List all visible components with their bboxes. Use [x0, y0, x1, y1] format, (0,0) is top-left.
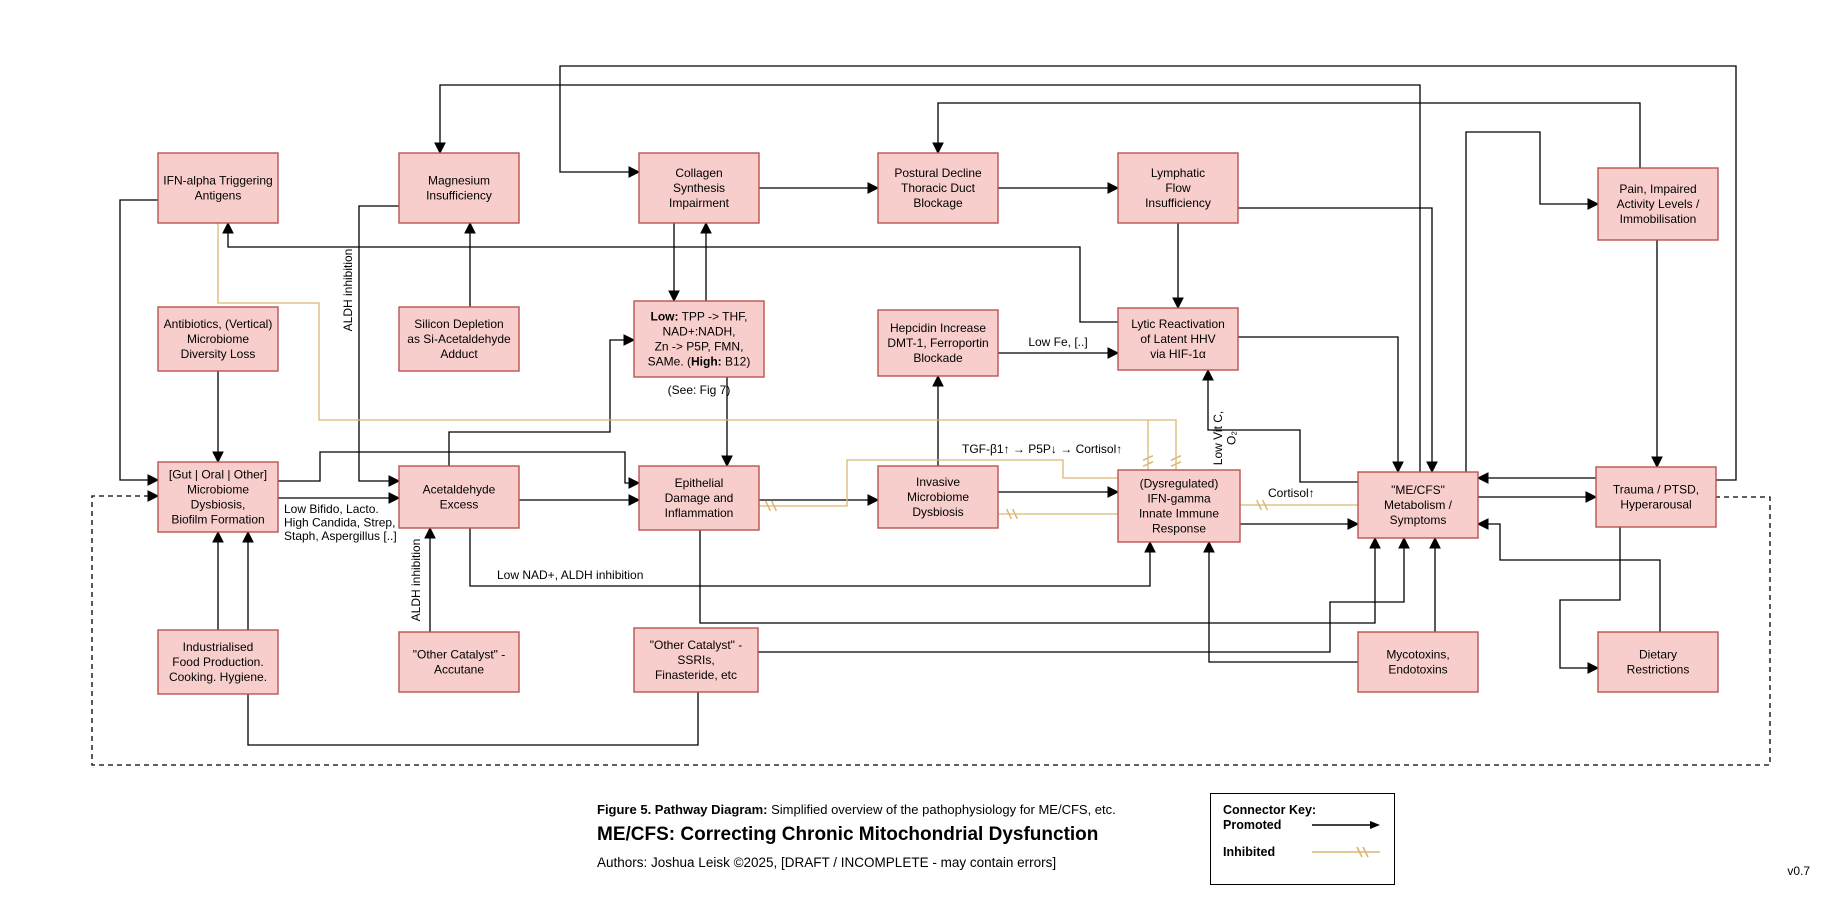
node-postural	[878, 153, 998, 223]
edge-promoted	[938, 103, 1640, 168]
node-label-ifn-gamma: (Dysregulated) IFN-gamma Innate Immune Response	[1138, 476, 1220, 536]
key-inhibited-label: Inhibited	[1223, 845, 1276, 859]
edge-promoted	[1238, 337, 1398, 472]
node-pain	[1598, 168, 1718, 240]
node-invasive	[878, 466, 998, 528]
node-label-ssris: "Other Catalyst" -SSRIs, Finasteride, etc	[649, 638, 743, 683]
version-label: v0.7	[1787, 864, 1810, 878]
edge-promoted	[560, 66, 1736, 480]
node-label-pain: Pain, Impaired Activity Levels / Immobilisation	[1616, 182, 1700, 227]
key-promoted-label: Promoted	[1223, 818, 1282, 832]
node-label-mecfs: "ME/CFS" Metabolism / Symptoms	[1383, 483, 1453, 528]
node-label-antibiotics: Antibiotics, (Vertical) Microbiome Diversity Loss	[163, 317, 273, 362]
connector-key-title: Connector Key:	[1223, 803, 1317, 817]
node-ifn-gamma	[1118, 470, 1240, 542]
label-low-vitc: Low Vit C,O₂	[1211, 410, 1239, 466]
node-accutane	[399, 632, 519, 692]
node-label-ifn-alpha: IFN-alpha Triggering Antigens	[163, 173, 273, 203]
node-label-trauma: Trauma / PTSD, Hyperarousal	[1612, 482, 1700, 512]
edge-promoted	[1238, 208, 1432, 472]
node-silicon	[399, 307, 519, 371]
label-low-nad: Low NAD+, ALDH inhibition	[497, 568, 644, 582]
node-low-tpp	[634, 301, 764, 377]
node-label-low-tpp: Low: TPP -> THF, NAD+:NADH, Zn -> P5P, FMN, SAMe. (High: B12)	[647, 309, 751, 369]
node-antibiotics	[158, 307, 278, 371]
figure-description: Simplified overview of the pathophysiology for ME/CFS, etc.	[767, 802, 1116, 817]
edge-promoted	[440, 85, 1420, 472]
node-label-epithelial: Epithelial Damage and Inflammation	[664, 476, 734, 521]
label-tgf: TGF-β1↑ → P5P↓ → Cortisol↑	[962, 442, 1123, 456]
edge-promoted	[120, 200, 158, 480]
connector-key	[1210, 793, 1395, 885]
edge-promoted	[1478, 524, 1660, 632]
node-label-magnesium: Magnesium Insufficiency	[426, 173, 492, 203]
inhibited-line-icon	[1310, 846, 1382, 858]
edge-promoted	[758, 538, 1404, 652]
figure-caption	[597, 802, 1116, 870]
node-lymphatic	[1118, 153, 1238, 223]
label-low-fe: Low Fe, [..]	[1028, 335, 1088, 349]
node-label-collagen: Collagen Synthesis Impairment	[668, 166, 730, 211]
label-aldh-inhibition-1: ALDH inhibition	[341, 248, 355, 332]
node-label-lytic: Lytic Reactivation of Latent HHV via HIF-1α	[1131, 317, 1225, 362]
node-ifn-alpha	[158, 153, 278, 223]
node-label-gut: [Gut | Oral | Other] Microbiome Dysbiosis, Biofilm Formation	[168, 467, 268, 527]
figure-number: Figure 5.	[597, 802, 655, 817]
node-dietary	[1598, 632, 1718, 692]
node-mecfs	[1358, 472, 1478, 538]
node-lytic	[1118, 308, 1238, 370]
edge-promoted	[700, 530, 1375, 623]
node-hepcidin	[878, 310, 998, 376]
authors-line: Authors: Joshua Leisk ©2025, [DRAFT / INCOMPLETE - may contain errors]	[597, 855, 1057, 870]
label-cortisol: Cortisol↑	[1268, 486, 1315, 500]
figure-caption-line	[597, 802, 1116, 817]
node-label-acetaldehyde: Acetaldehyde Excess	[422, 482, 496, 512]
edge-promoted	[1208, 370, 1358, 482]
node-label-hepcidin: Hepcidin Increase DMT-1, Ferroportin Blockade	[887, 321, 989, 366]
label-see-fig7: (See: Fig 7)	[667, 383, 731, 397]
label-low-bifido: Low Bifido, Lacto. High Candida, Strep, Staph, Aspergillus [..]	[284, 502, 397, 543]
node-collagen	[639, 153, 759, 223]
node-label-postural: Postural Decline Thoracic Duct Blockage	[894, 166, 982, 211]
node-label-mycotoxins: Mycotoxins, Endotoxins	[1386, 647, 1450, 677]
node-ssris	[634, 628, 758, 692]
node-label-silicon: Silicon Depletion as Si-Acetaldehyde Adduct	[407, 317, 511, 362]
node-acetaldehyde	[399, 466, 519, 528]
node-trauma	[1596, 467, 1716, 527]
node-epithelial	[639, 466, 759, 530]
node-label-invasive: Invasive Microbiome Dysbiosis	[906, 475, 970, 520]
edge-promoted	[1466, 132, 1598, 472]
node-gut	[158, 462, 278, 532]
node-label-accutane: "Other Catalyst" -Accutane	[412, 647, 506, 677]
node-magnesium	[399, 153, 519, 223]
figure-label: Pathway Diagram:	[654, 802, 768, 817]
node-label-lymphatic: Lymphatic Flow Insufficiency	[1145, 166, 1211, 211]
label-aldh-inhibition-2: ALDH inhibition	[409, 538, 423, 622]
node-mycotoxins	[1358, 632, 1478, 692]
node-label-dietary: Dietary Restrictions	[1626, 647, 1690, 677]
node-industrialised	[158, 630, 278, 694]
promoted-arrow-icon	[1310, 819, 1382, 831]
node-label-industrialised: Industrialised Food Production. Cooking. Hygiene.	[168, 640, 268, 685]
document-title: ME/CFS: Correcting Chronic Mitochondrial Dysfunction	[597, 824, 1099, 845]
